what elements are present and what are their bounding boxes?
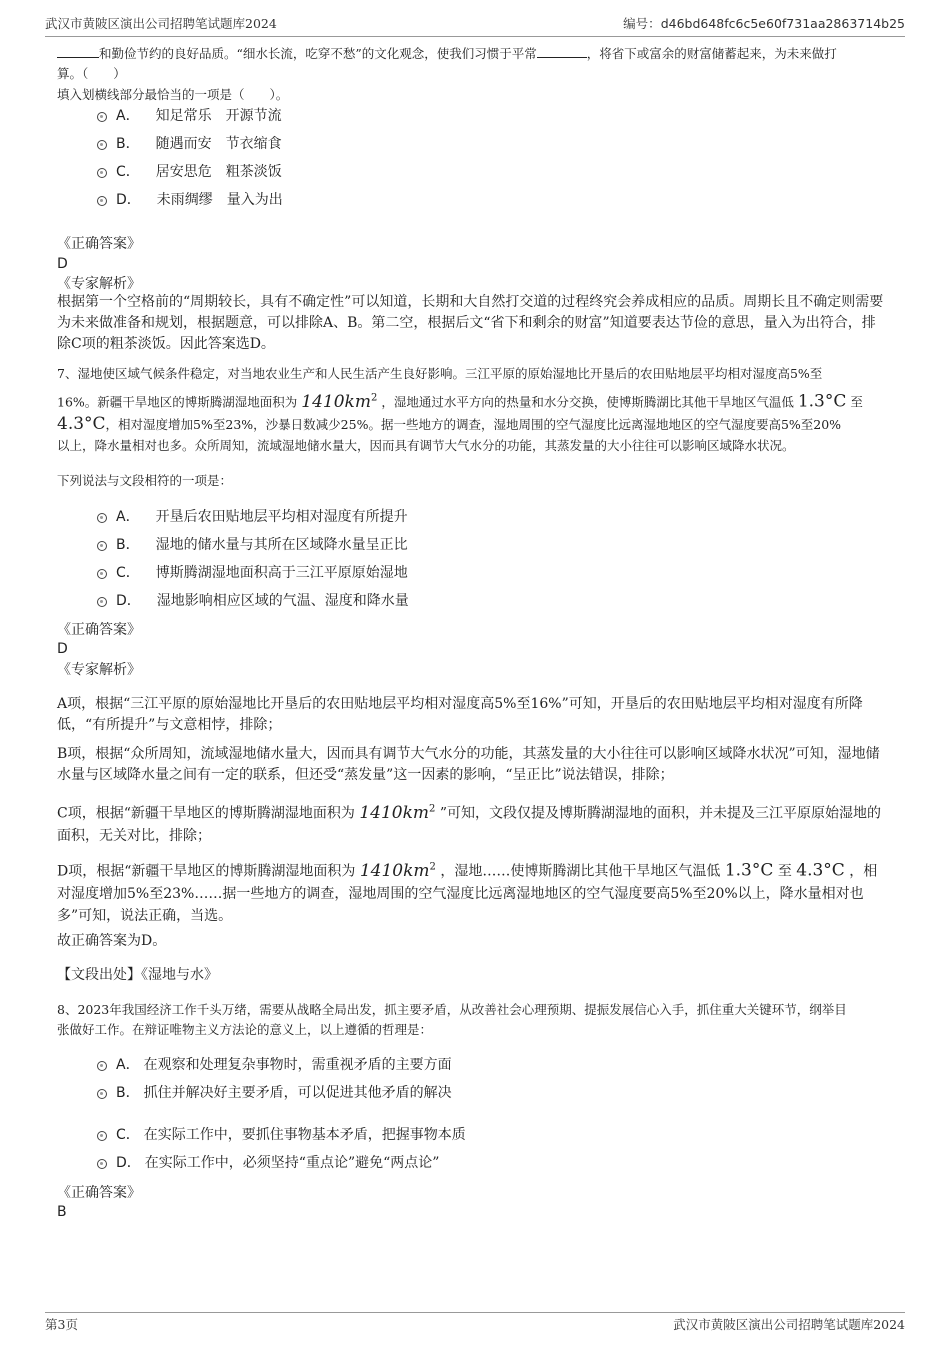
math-area: $1410km^2$ [359, 802, 436, 823]
radio-icon[interactable] [97, 140, 107, 150]
radio-icon[interactable] [97, 1159, 107, 1169]
q7-analysis-c: C项，根据“新疆干旱地区的博斯腾湖湿地面积为 $1410km^2$ ”可知，文段仅提及博斯腾湖湿地的面积，并未提及三江平原原始湿地的面积，无关对比，排除； [57, 802, 881, 844]
q7-option-d[interactable]: D． 湿地影响相应区域的气温、湿度和降水量 [97, 591, 409, 611]
q6-line1 [57, 44, 837, 64]
q6-line2: 算。（ ） [57, 66, 126, 81]
q8-option-a[interactable]: A． 在观察和处理复杂事物时，需重视矛盾的主要方面 [97, 1055, 452, 1075]
q6-option-c[interactable]: C． 居安思危 粗茶淡饭 [97, 162, 282, 182]
radio-icon[interactable] [97, 569, 107, 579]
q6-line1-text: 和勤俭节约的良好品质。“细水长流，吃穿不愁”的文化观念，使我们习惯于平常 [99, 46, 537, 61]
q7-stem-line2: 16%。新疆干旱地区的博斯腾湖湿地面积为 $1410km^2$ ，湿地通过水平方向的热量和水分交换，使博斯腾湖比其他干旱地区气温低 1.3°C 至 [57, 391, 863, 412]
q7-option-a[interactable]: A． 开垦后农田贴地层平均相对湿度有所提升 [97, 507, 408, 527]
q7-prompt: 下列说法与文段相符的一项是： [57, 473, 233, 488]
q8-answer-label: 《正确答案》 [57, 1185, 141, 1201]
math-area: $1410km^2$ [301, 391, 378, 412]
q7-conclusion: 故正确答案为D。 [57, 933, 167, 949]
q7-stem-line1: 7、湿地使区域气候条件稳定，对当地农业生产和人民生活产生良好影响。三江平原的原始湿地比开垦后的农田贴地层平均相对湿度高5%至 [57, 366, 823, 381]
footer-title: 武汉市黄陂区演出公司招聘笔试题库2024 [673, 1317, 905, 1332]
q7-stem-line3: 4.3°C，相对湿度增加5%至23%，沙暴日数减少25%。据一些地方的调查，湿地周围的空气湿度比远离湿地地区的空气湿度要高5%至20% [57, 414, 842, 434]
q6-line1-end: ，将省下或富余的财富储蓄起来，为未来做打 [586, 46, 837, 61]
q7-analysis-b: B项，根据“众所周知，流域湿地储水量大，因而具有调节大气水分的功能，其蒸发量的大小往往可以影响区域降水状况”可知，湿地储水量与区域降水量之间有一定的联系，但还受“蒸发量”这一因素的影响，“呈正比”说法错误，排除； [57, 746, 880, 783]
header-title: 武汉市黄陂区演出公司招聘笔试题库2024 [45, 16, 277, 31]
radio-icon[interactable] [97, 1131, 107, 1141]
page-footer [45, 1312, 905, 1332]
radio-icon[interactable] [97, 112, 107, 122]
radio-icon[interactable] [97, 1061, 107, 1071]
radio-icon[interactable] [97, 1089, 107, 1099]
q8-stem-line2: 张做好工作。在辩证唯物主义方法论的意义上，以上遵循的哲理是： [57, 1022, 433, 1037]
math-temp-2: 4.3°C [57, 414, 106, 434]
math-area: $1410km^2$ [359, 860, 436, 881]
q6-analysis-label: 《专家解析》 [57, 276, 141, 292]
q7-answer-label: 《正确答案》 [57, 622, 141, 638]
math-temp-2: 4.3°C [796, 860, 845, 881]
q6-prompt: 填入划横线部分最恰当的一项是（ ）。 [57, 87, 289, 102]
q7-option-c[interactable]: C． 博斯腾湖湿地面积高于三江平原原始湿地 [97, 563, 408, 583]
q8-stem-line1: 8、2023年我国经济工作千头万绪，需要从战略全局出发，抓主要矛盾，从改善社会心理预期、提振发展信心入手，抓住重大关键环节，纲举目 [57, 1002, 847, 1017]
q7-source: 【文段出处】《湿地与水》 [57, 967, 218, 983]
radio-icon[interactable] [97, 541, 107, 551]
q6-option-a[interactable]: A． 知足常乐 开源节流 [97, 106, 282, 126]
q7-analysis-d: D项，根据“新疆干旱地区的博斯腾湖湿地面积为 $1410km^2$ ，湿地……使博斯腾湖比其他干旱地区气温低 1.3°C 至 4.3°C ，相对湿度增加5%至23%……据一些地方的调查，湿地周围的空气湿度比远离湿地地区的空气湿度要高5%至20%以上，降水量相对也多”可知，说法正确，当选。 [57, 860, 878, 924]
q7-analysis-a: A项，根据“三江平原的原始湿地比开垦后的农田贴地层平均相对湿度高5%至16%”可知，开垦后的农田贴地层平均相对湿度有所降低，“有所提升”与文意相悖，排除； [57, 696, 863, 733]
fill-blank-1 [57, 44, 99, 58]
q7-analysis-label: 《专家解析》 [57, 662, 141, 678]
q6-answer-label: 《正确答案》 [57, 236, 141, 252]
q7-answer: D [57, 641, 68, 657]
q7-option-b[interactable]: B． 湿地的储水量与其所在区域降水量呈正比 [97, 535, 408, 555]
q8-option-c[interactable]: C． 在实际工作中，要抓住事物基本矛盾，把握事物本质 [97, 1125, 466, 1145]
q8-answer: B [57, 1204, 67, 1220]
header-code [623, 14, 905, 32]
fill-blank-2 [537, 44, 587, 58]
math-temp-1: 1.3°C [797, 391, 847, 412]
q6-answer: D [57, 256, 68, 272]
radio-icon[interactable] [97, 513, 107, 523]
q6-analysis: 根据第一个空格前的“周期较长，具有不确定性”可以知道，长期和大自然打交道的过程终究会养成相应的品质。周期长且不确定则需要为未来做准备和规划，根据题意，可以排除A、B。第二空，根据后文“省下和剩余的财富”知道要表达节俭的意思，量入为出符合，排除C项的粗茶淡饭。因此答案选D。 [57, 294, 884, 352]
radio-icon[interactable] [97, 196, 107, 206]
math-temp-1: 1.3°C [724, 860, 774, 881]
page-number: 第3页 [45, 1317, 78, 1332]
page-header [45, 14, 905, 37]
q6-option-d[interactable]: D． 未雨绸缪 量入为出 [97, 190, 283, 210]
q8-option-b[interactable]: B． 抓住并解决好主要矛盾，可以促进其他矛盾的解决 [97, 1083, 452, 1103]
header-code-label: 编号： [623, 16, 661, 31]
radio-icon[interactable] [97, 597, 107, 607]
header-code-value: d46bd648fc6c5e60f731aa2863714b25 [660, 16, 905, 31]
q8-option-d[interactable]: D． 在实际工作中，必须坚持“重点论”避免“两点论” [97, 1153, 439, 1173]
radio-icon[interactable] [97, 168, 107, 178]
q6-option-b[interactable]: B． 随遇而安 节衣缩食 [97, 134, 282, 154]
q7-stem-line4: 以上，降水量相对也多。众所周知，流域湿地储水量大，因而具有调节大气水分的功能，其蒸发量的大小往往可以影响区域降水状况。 [57, 438, 795, 453]
